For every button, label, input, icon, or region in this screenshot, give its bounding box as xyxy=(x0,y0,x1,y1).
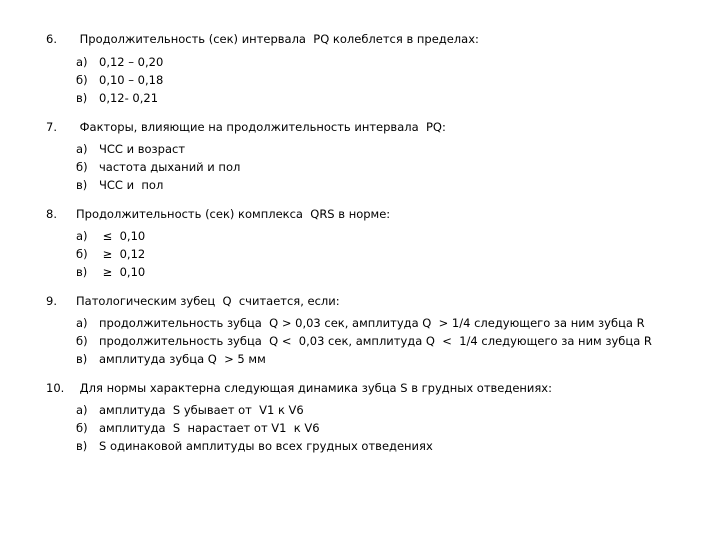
option-letter: в) xyxy=(76,439,88,453)
option-text: 0,12- 0,21 xyxy=(99,91,159,105)
option-text: амплитуда зубца Q > 5 мм xyxy=(99,352,266,366)
option-text: ≥ 0,10 xyxy=(99,265,146,279)
option-text: ≥ 0,12 xyxy=(99,247,146,261)
option-text: 0,10 – 0,18 xyxy=(99,73,164,87)
option-letter: а) xyxy=(76,316,88,330)
question-number: 6. xyxy=(46,32,57,46)
option-letter: в) xyxy=(76,178,88,192)
option-text: ≤ 0,10 xyxy=(99,229,146,243)
option-text: амплитуда S нарастает от V1 к V6 xyxy=(99,421,320,435)
question-text: Для нормы характерна следующая динамика зубца S в грудных отведениях: xyxy=(76,381,552,395)
question-number: 10. xyxy=(46,381,65,395)
option-letter: в) xyxy=(76,91,88,105)
question-text: Продолжительность (сек) интервала PQ колеблется в пределах: xyxy=(76,32,479,46)
option-letter: б) xyxy=(76,247,88,261)
option-letter: в) xyxy=(76,265,88,279)
option-text: продолжительность зубца Q > 0,03 сек, амплитуда Q > 1/4 следующего за ним зубца R xyxy=(99,316,645,330)
option-letter: а) xyxy=(76,403,88,417)
option-letter: б) xyxy=(76,160,88,174)
option-letter: в) xyxy=(76,352,88,366)
option-letter: б) xyxy=(76,334,88,348)
option-letter: а) xyxy=(76,229,88,243)
option-text: амплитуда S убывает от V1 к V6 xyxy=(99,403,304,417)
option-text: S одинаковой амплитуды во всех грудных отведениях xyxy=(99,439,433,453)
question-number: 7. xyxy=(46,120,57,134)
option-letter: а) xyxy=(76,142,88,156)
option-letter: а) xyxy=(76,55,88,69)
option-letter: б) xyxy=(76,73,88,87)
option-text: ЧСС и пол xyxy=(99,178,164,192)
option-text: ЧСС и возраст xyxy=(99,142,186,156)
question-number: 9. xyxy=(46,294,57,308)
option-text: продолжительность зубца Q < 0,03 сек, амплитуда Q < 1/4 следующего за ним зубца R xyxy=(99,334,652,348)
question-text: Продолжительность (сек) комплекса QRS в норме: xyxy=(76,207,391,221)
question-text: Патологическим зубец Q считается, если: xyxy=(76,294,340,308)
question-text: Факторы, влияющие на продолжительность интервала PQ: xyxy=(76,120,446,134)
option-letter: б) xyxy=(76,421,88,435)
question-number: 8. xyxy=(46,207,57,221)
option-text: 0,12 – 0,20 xyxy=(99,55,164,69)
option-text: частота дыханий и пол xyxy=(99,160,241,174)
